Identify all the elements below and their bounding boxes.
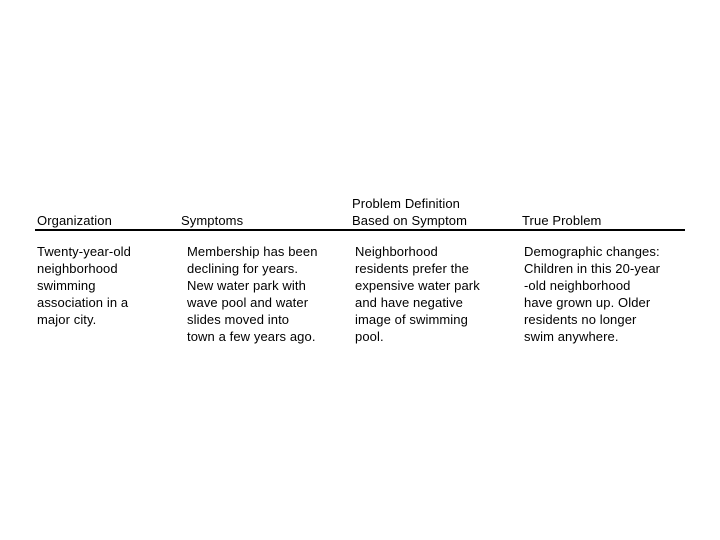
header-true-problem: True Problem <box>522 213 602 228</box>
header-problem-definition-line2: Based on Symptom <box>352 213 468 228</box>
cell-problem-definition: Neighborhood residents prefer the expensive water park and have negative image of swimming pool. <box>355 244 480 344</box>
cell-true-problem: Demographic changes: Children in this 20-year -old neighborhood have grown up. Older residents no longer swim anywhere. <box>524 244 661 344</box>
cell-symptoms: Membership has been declining for years. New water park with wave pool and water slides moved into town a few years ago. <box>187 244 318 344</box>
header-divider <box>35 229 685 231</box>
header-problem-definition-line1: Problem Definition <box>352 196 461 211</box>
header-symptoms: Symptoms <box>181 213 244 228</box>
header-organization: Organization <box>37 213 112 228</box>
cell-organization: Twenty-year-old neighborhood swimming association in a major city. <box>37 244 131 327</box>
